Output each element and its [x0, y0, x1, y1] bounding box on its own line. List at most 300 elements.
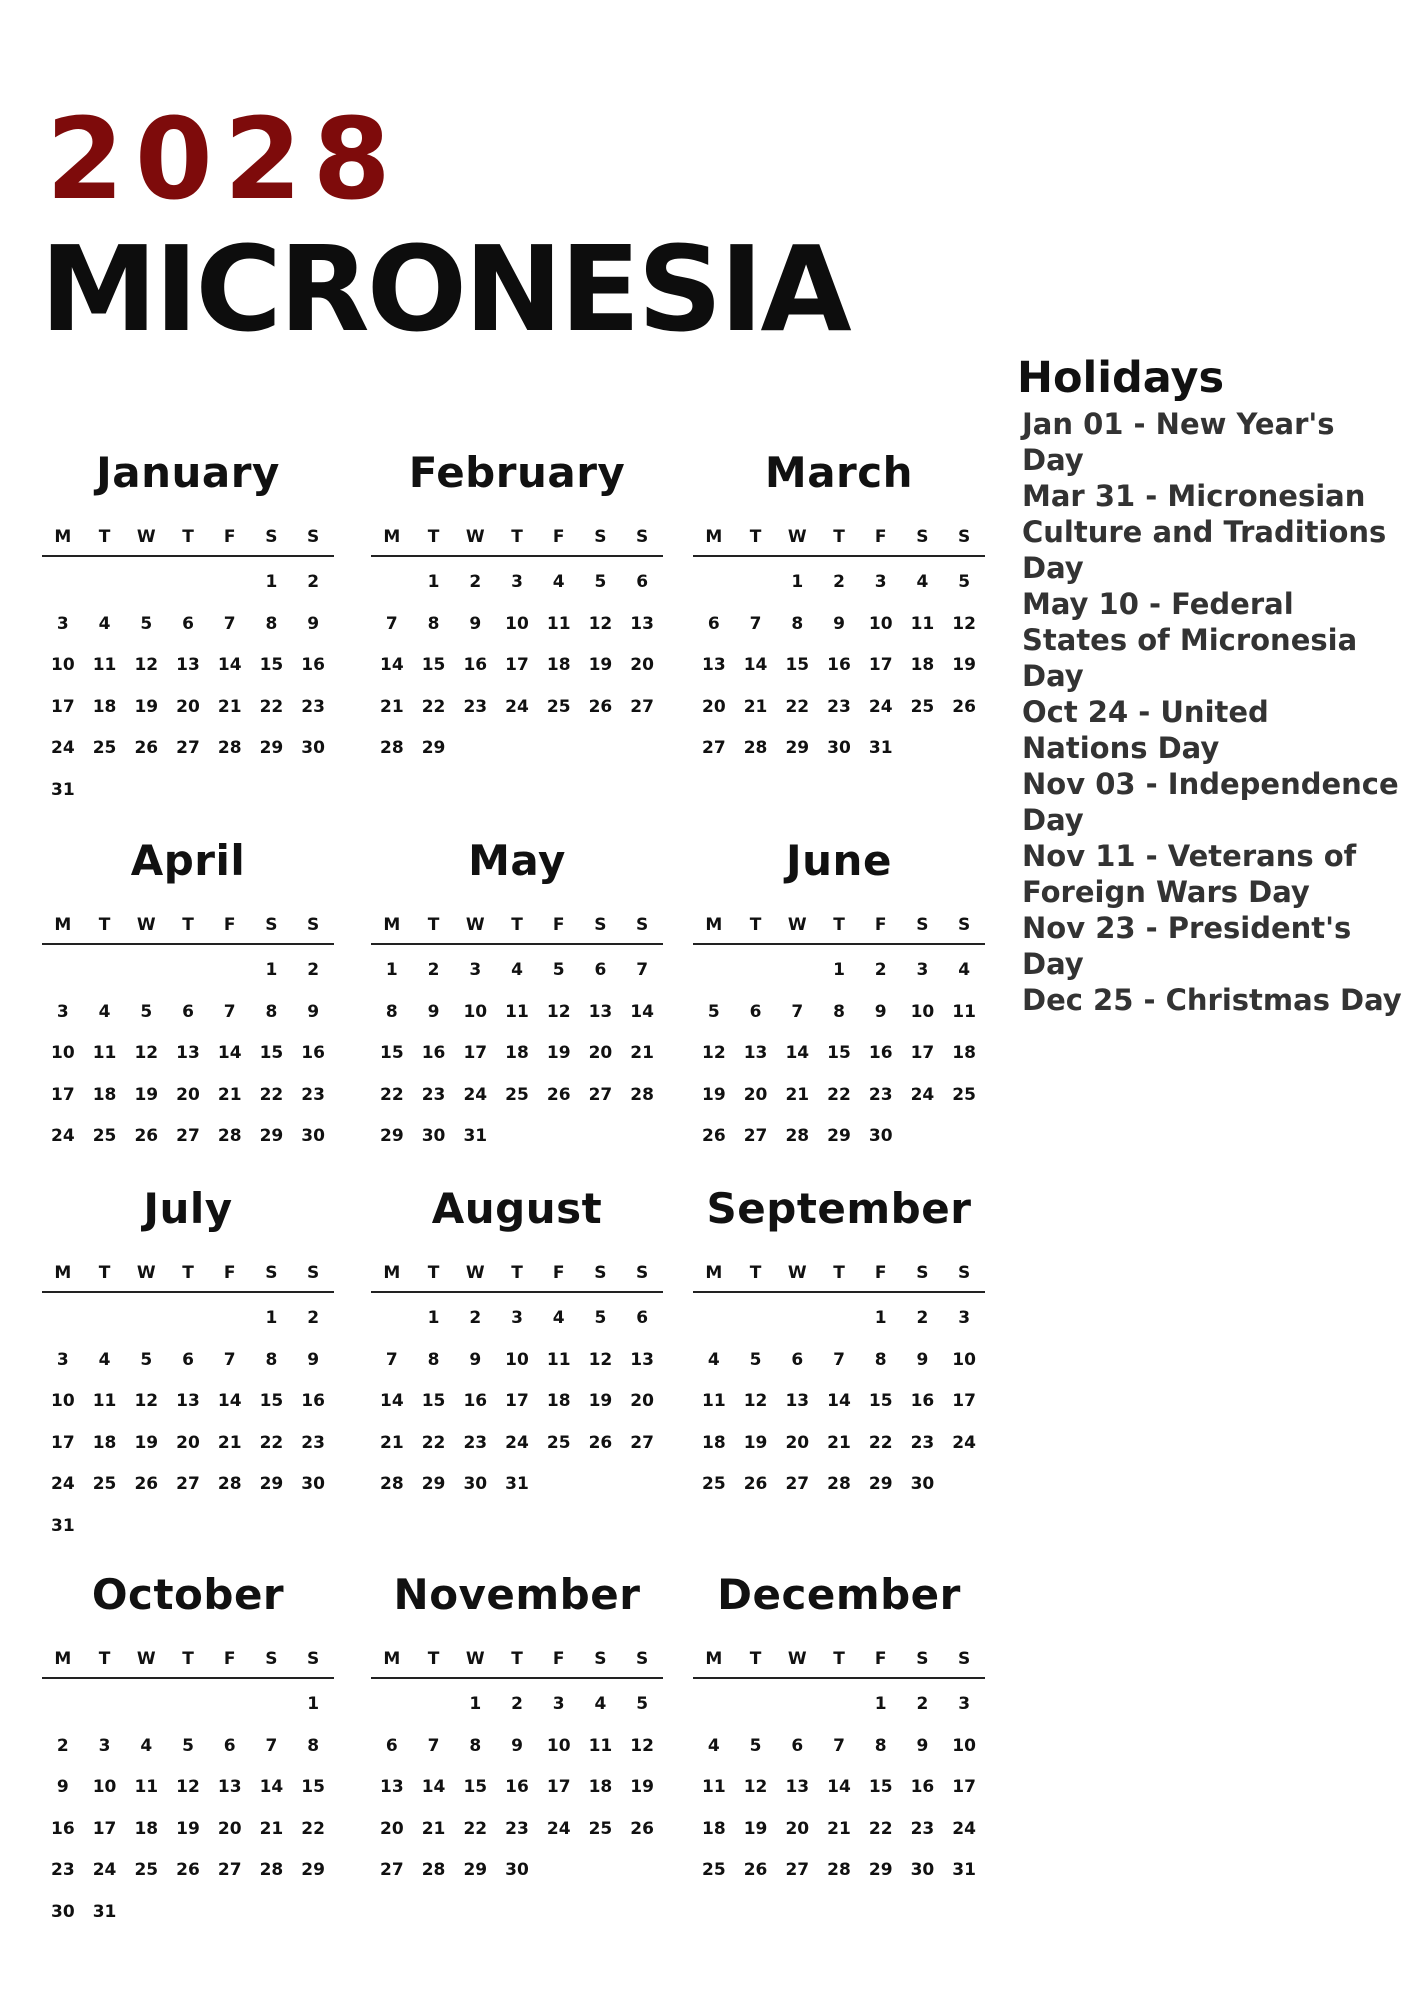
- day-cell: 4: [511, 960, 523, 980]
- day-cell: 19: [134, 1084, 159, 1105]
- day-cell: 31: [92, 1901, 117, 1922]
- day-cell: 19: [743, 1818, 768, 1839]
- day-cell: 31: [952, 1860, 976, 1880]
- weekday-label: T: [98, 1263, 111, 1283]
- weekday-label: S: [958, 915, 971, 935]
- day-cell: 18: [546, 1391, 571, 1411]
- day-cell: 11: [505, 1001, 529, 1022]
- day-cell: 30: [505, 1860, 529, 1880]
- weekday-label: T: [427, 527, 440, 547]
- weekday-label: F: [874, 527, 887, 547]
- day-cell: 8: [791, 613, 804, 634]
- day-cell: 6: [636, 572, 649, 592]
- day-cell: 2: [469, 1308, 482, 1328]
- day-cell: 14: [380, 655, 404, 675]
- day-cell: 10: [868, 613, 893, 634]
- day-cell: 1: [265, 960, 278, 980]
- day-cell: 25: [546, 696, 571, 717]
- day-cell: 12: [743, 1777, 768, 1797]
- day-cell: 7: [427, 1735, 440, 1756]
- month-february: [371, 448, 663, 773]
- day-cell: 22: [259, 696, 284, 717]
- day-cell: 2: [833, 572, 845, 592]
- day-cell: 16: [868, 1043, 893, 1063]
- day-cell: 31: [463, 1126, 488, 1146]
- weekday-label: F: [223, 1263, 236, 1283]
- weekday-label: M: [705, 1263, 723, 1283]
- day-cell: 6: [182, 613, 194, 634]
- weekday-header: [693, 1650, 985, 1679]
- day-cell: 9: [56, 1777, 69, 1797]
- weekday-label: T: [511, 915, 523, 935]
- holiday-list: [1017, 406, 1402, 1018]
- day-cell: 23: [463, 1432, 488, 1453]
- day-cell: 5: [594, 1308, 607, 1328]
- month-june: [693, 836, 985, 1161]
- weekday-label: S: [594, 915, 607, 935]
- day-cell: 1: [265, 1308, 278, 1328]
- weekday-label: F: [552, 1263, 565, 1283]
- day-cell: 3: [98, 1735, 111, 1756]
- day-cell: 10: [505, 613, 529, 634]
- day-cell: 26: [176, 1860, 200, 1880]
- day-grid: [693, 1293, 985, 1509]
- day-cell: 23: [301, 696, 325, 717]
- day-cell: 28: [785, 1126, 810, 1146]
- day-cell: 3: [552, 1694, 565, 1714]
- day-cell: 29: [301, 1860, 325, 1880]
- day-cell: 6: [385, 1735, 398, 1756]
- weekday-label: W: [465, 1649, 485, 1669]
- day-cell: 14: [827, 1391, 851, 1411]
- weekday-header: [693, 1264, 985, 1293]
- weekday-header: [42, 916, 334, 945]
- day-cell: 7: [791, 1001, 804, 1022]
- day-cell: 8: [427, 1349, 440, 1370]
- weekday-label: S: [307, 915, 320, 935]
- day-cell: 4: [707, 1735, 720, 1756]
- day-cell: 18: [702, 1432, 726, 1453]
- weekday-label: S: [636, 915, 649, 935]
- day-cell: 30: [301, 1474, 325, 1494]
- day-cell: 12: [630, 1735, 654, 1756]
- day-cell: 17: [51, 1084, 75, 1105]
- day-cell: 21: [380, 696, 404, 717]
- weekday-label: W: [787, 1649, 807, 1669]
- weekday-label: S: [265, 1649, 278, 1669]
- month-name: April: [130, 836, 246, 885]
- weekday-label: T: [749, 1263, 762, 1283]
- day-cell: 10: [463, 1001, 488, 1022]
- weekday-label: S: [636, 1649, 649, 1669]
- day-cell: 26: [743, 1860, 768, 1880]
- day-cell: 22: [785, 696, 810, 717]
- weekday-label: T: [749, 915, 762, 935]
- day-cell: 25: [92, 1126, 117, 1146]
- day-cell: 4: [140, 1735, 153, 1756]
- day-cell: 2: [916, 1308, 929, 1328]
- day-cell: 30: [301, 1126, 325, 1146]
- day-cell: 23: [910, 1432, 935, 1453]
- weekday-label: T: [749, 1649, 762, 1669]
- weekday-label: M: [54, 527, 72, 547]
- weekday-header: [371, 1264, 663, 1293]
- day-cell: 4: [552, 1308, 565, 1328]
- day-grid: [371, 557, 663, 773]
- day-cell: 11: [92, 1043, 117, 1063]
- day-cell: 1: [833, 960, 845, 980]
- weekday-label: T: [427, 1263, 440, 1283]
- day-cell: 17: [952, 1391, 976, 1411]
- day-cell: 5: [552, 960, 565, 980]
- weekday-label: W: [136, 1649, 156, 1669]
- day-cell: 8: [874, 1349, 887, 1370]
- weekday-label: W: [787, 1263, 807, 1283]
- day-cell: 2: [469, 572, 482, 592]
- day-cell: 7: [833, 1349, 845, 1370]
- day-cell: 29: [259, 1126, 284, 1146]
- day-cell: 27: [702, 738, 726, 758]
- day-cell: 18: [702, 1818, 726, 1839]
- weekday-header: [371, 916, 663, 945]
- day-cell: 28: [827, 1474, 851, 1494]
- day-cell: 14: [827, 1777, 851, 1797]
- weekday-label: F: [223, 1649, 236, 1669]
- day-cell: 21: [259, 1818, 284, 1839]
- day-cell: 15: [463, 1777, 488, 1797]
- day-cell: 3: [56, 613, 69, 634]
- day-cell: 7: [223, 1001, 236, 1022]
- day-cell: 3: [511, 572, 523, 592]
- day-cell: 20: [176, 1432, 200, 1453]
- day-cell: 9: [427, 1001, 440, 1022]
- day-cell: 25: [92, 1474, 117, 1494]
- day-cell: 25: [92, 738, 117, 758]
- day-cell: 9: [469, 613, 482, 634]
- day-cell: 20: [380, 1818, 404, 1839]
- day-cell: 10: [51, 1043, 75, 1063]
- day-cell: 27: [380, 1860, 404, 1880]
- day-cell: 6: [636, 1308, 649, 1328]
- day-cell: 13: [176, 1391, 200, 1411]
- day-cell: 13: [176, 1043, 200, 1063]
- day-cell: 28: [380, 738, 404, 758]
- day-cell: 12: [134, 655, 159, 675]
- day-cell: 10: [910, 1001, 935, 1022]
- day-cell: 29: [785, 738, 810, 758]
- day-cell: 7: [265, 1735, 278, 1756]
- day-cell: 2: [307, 572, 320, 592]
- weekday-label: W: [136, 915, 156, 935]
- day-cell: 20: [785, 1432, 810, 1453]
- weekday-label: S: [307, 1649, 320, 1669]
- day-grid: [371, 1293, 663, 1509]
- weekday-header: [693, 528, 985, 557]
- day-cell: 6: [182, 1349, 194, 1370]
- day-cell: 29: [421, 738, 446, 758]
- day-cell: 24: [505, 1432, 529, 1453]
- day-cell: 13: [380, 1777, 404, 1797]
- day-cell: 25: [910, 696, 935, 717]
- weekday-label: S: [916, 915, 929, 935]
- day-cell: 3: [958, 1694, 971, 1714]
- day-cell: 15: [301, 1777, 325, 1797]
- calendar-year: 2028: [46, 95, 402, 225]
- day-cell: 8: [265, 1349, 278, 1370]
- day-cell: 24: [868, 696, 893, 717]
- holiday-item: Mar 31 - Micronesian Culture and Traditions Day: [1022, 479, 1387, 586]
- weekday-label: M: [54, 1263, 72, 1283]
- day-cell: 13: [630, 613, 654, 634]
- weekday-label: T: [511, 527, 523, 547]
- day-grid: [693, 1679, 985, 1895]
- day-cell: 14: [380, 1391, 404, 1411]
- day-cell: 8: [307, 1735, 320, 1756]
- weekday-header: [42, 528, 334, 557]
- day-cell: 26: [588, 696, 613, 717]
- day-cell: 4: [98, 1001, 111, 1022]
- day-cell: 24: [92, 1860, 117, 1880]
- day-cell: 29: [868, 1474, 893, 1494]
- day-cell: 9: [916, 1349, 929, 1370]
- day-grid: [371, 945, 663, 1161]
- day-cell: 24: [51, 1126, 75, 1146]
- day-cell: 27: [630, 1432, 654, 1453]
- day-cell: 27: [217, 1860, 242, 1880]
- weekday-label: T: [182, 527, 194, 547]
- day-cell: 15: [868, 1777, 893, 1797]
- holiday-item: Nov 23 - President's Day: [1022, 911, 1352, 982]
- day-cell: 13: [702, 655, 726, 675]
- day-cell: 17: [952, 1777, 976, 1797]
- day-cell: 26: [134, 1126, 159, 1146]
- day-grid: [42, 1293, 334, 1550]
- day-cell: 12: [134, 1391, 159, 1411]
- weekday-label: T: [98, 527, 111, 547]
- month-march: [693, 448, 985, 773]
- day-cell: 27: [588, 1084, 613, 1105]
- day-cell: 2: [874, 960, 887, 980]
- month-name: December: [717, 1570, 961, 1619]
- day-cell: 22: [463, 1818, 488, 1839]
- weekday-label: S: [958, 1263, 971, 1283]
- day-cell: 31: [51, 1515, 75, 1536]
- day-cell: 16: [421, 1043, 446, 1063]
- day-cell: 26: [588, 1432, 613, 1453]
- day-cell: 12: [588, 613, 613, 634]
- day-cell: 13: [785, 1391, 810, 1411]
- day-cell: 14: [421, 1777, 446, 1797]
- day-cell: 29: [868, 1860, 893, 1880]
- day-cell: 3: [511, 1308, 523, 1328]
- day-cell: 11: [134, 1777, 159, 1797]
- day-cell: 8: [469, 1735, 482, 1756]
- country-title: MICRONESIA: [40, 220, 849, 358]
- weekday-label: M: [705, 527, 723, 547]
- day-cell: 4: [552, 572, 565, 592]
- day-cell: 6: [791, 1735, 804, 1756]
- day-cell: 2: [56, 1735, 69, 1756]
- day-cell: 30: [421, 1126, 446, 1146]
- day-cell: 29: [259, 738, 284, 758]
- day-cell: 12: [546, 1001, 571, 1022]
- weekday-label: T: [182, 1649, 194, 1669]
- holiday-item: Oct 24 - United Nations Day: [1022, 695, 1269, 766]
- weekday-label: W: [465, 915, 485, 935]
- day-cell: 7: [223, 613, 236, 634]
- day-cell: 25: [505, 1084, 529, 1105]
- day-cell: 3: [916, 960, 929, 980]
- day-cell: 17: [505, 655, 529, 675]
- day-cell: 21: [785, 1084, 810, 1105]
- day-cell: 5: [182, 1735, 194, 1756]
- day-cell: 28: [743, 738, 768, 758]
- day-cell: 3: [469, 960, 482, 980]
- weekday-label: T: [833, 527, 845, 547]
- weekday-label: M: [383, 1649, 401, 1669]
- day-cell: 19: [546, 1043, 571, 1063]
- day-cell: 12: [702, 1043, 726, 1063]
- day-cell: 23: [301, 1432, 325, 1453]
- day-cell: 19: [588, 655, 613, 675]
- weekday-label: T: [511, 1649, 523, 1669]
- weekday-label: W: [136, 527, 156, 547]
- day-cell: 2: [511, 1694, 523, 1714]
- day-cell: 12: [588, 1349, 613, 1370]
- day-cell: 21: [827, 1818, 851, 1839]
- day-cell: 24: [51, 1474, 75, 1494]
- day-cell: 12: [134, 1043, 159, 1063]
- day-cell: 5: [140, 1001, 153, 1022]
- weekday-label: T: [833, 1263, 845, 1283]
- day-cell: 24: [505, 696, 529, 717]
- day-cell: 1: [874, 1308, 887, 1328]
- weekday-label: F: [223, 527, 236, 547]
- day-cell: 29: [827, 1126, 851, 1146]
- weekday-label: F: [874, 1263, 887, 1283]
- day-cell: 22: [301, 1818, 325, 1839]
- month-april: [42, 836, 334, 1161]
- day-cell: 26: [630, 1818, 654, 1839]
- day-cell: 22: [259, 1084, 284, 1105]
- weekday-label: M: [383, 915, 401, 935]
- day-cell: 25: [134, 1860, 159, 1880]
- day-cell: 16: [910, 1391, 935, 1411]
- day-cell: 17: [546, 1777, 571, 1797]
- weekday-header: [693, 916, 985, 945]
- day-grid: [42, 945, 334, 1161]
- day-cell: 16: [827, 655, 851, 675]
- day-cell: 8: [265, 1001, 278, 1022]
- day-cell: 16: [301, 1043, 325, 1063]
- weekday-label: T: [182, 915, 194, 935]
- day-cell: 25: [702, 1474, 726, 1494]
- day-grid: [42, 557, 334, 814]
- day-cell: 10: [51, 655, 75, 675]
- day-cell: 8: [427, 613, 440, 634]
- day-cell: 31: [51, 779, 75, 800]
- weekday-label: T: [511, 1263, 523, 1283]
- day-cell: 9: [307, 1349, 320, 1370]
- day-cell: 15: [421, 655, 446, 675]
- weekday-label: W: [787, 915, 807, 935]
- day-cell: 18: [952, 1043, 976, 1063]
- day-cell: 14: [743, 655, 768, 675]
- day-cell: 17: [910, 1043, 935, 1063]
- day-cell: 24: [952, 1818, 976, 1839]
- day-cell: 27: [785, 1474, 810, 1494]
- day-cell: 30: [463, 1474, 488, 1494]
- day-cell: 5: [749, 1735, 762, 1756]
- day-cell: 5: [707, 1001, 720, 1022]
- day-cell: 26: [743, 1474, 768, 1494]
- day-cell: 1: [874, 1694, 887, 1714]
- day-cell: 13: [588, 1001, 613, 1022]
- month-october: [42, 1570, 334, 1936]
- day-cell: 22: [868, 1432, 893, 1453]
- day-cell: 26: [134, 1474, 159, 1494]
- day-cell: 13: [217, 1777, 242, 1797]
- weekday-label: W: [465, 1263, 485, 1283]
- weekday-label: S: [265, 527, 278, 547]
- day-cell: 16: [463, 655, 488, 675]
- day-grid: [693, 945, 985, 1161]
- day-cell: 21: [217, 1432, 242, 1453]
- day-cell: 11: [92, 655, 117, 675]
- day-cell: 12: [743, 1391, 768, 1411]
- day-cell: 14: [630, 1001, 654, 1022]
- day-cell: 1: [469, 1694, 482, 1714]
- day-cell: 27: [630, 696, 654, 717]
- day-cell: 7: [385, 1349, 398, 1370]
- day-cell: 15: [868, 1391, 893, 1411]
- day-cell: 8: [265, 613, 278, 634]
- weekday-label: M: [54, 1649, 72, 1669]
- day-cell: 4: [707, 1349, 720, 1370]
- weekday-label: M: [705, 915, 723, 935]
- day-cell: 21: [421, 1818, 446, 1839]
- day-cell: 19: [952, 655, 976, 675]
- month-name: March: [764, 448, 914, 497]
- weekday-header: [371, 1650, 663, 1679]
- day-cell: 15: [380, 1043, 404, 1063]
- holiday-item: Jan 01 - New Year's Day: [1022, 407, 1335, 478]
- weekday-header: [371, 528, 663, 557]
- weekday-label: S: [916, 1649, 929, 1669]
- day-cell: 3: [958, 1308, 971, 1328]
- day-cell: 31: [868, 738, 893, 758]
- day-cell: 5: [594, 572, 607, 592]
- month-september: [693, 1184, 985, 1509]
- day-cell: 6: [791, 1349, 804, 1370]
- month-may: [371, 836, 663, 1161]
- day-cell: 29: [380, 1126, 404, 1146]
- day-cell: 5: [958, 572, 971, 592]
- day-cell: 22: [868, 1818, 893, 1839]
- day-grid: [371, 1679, 663, 1895]
- day-cell: 4: [98, 1349, 111, 1370]
- weekday-label: F: [552, 915, 565, 935]
- day-cell: 14: [217, 1043, 242, 1063]
- day-cell: 17: [51, 696, 75, 717]
- day-cell: 20: [217, 1818, 242, 1839]
- weekday-label: S: [636, 1263, 649, 1283]
- day-cell: 28: [630, 1084, 654, 1105]
- weekday-label: T: [427, 1649, 440, 1669]
- weekday-label: T: [833, 1649, 845, 1669]
- month-november: [371, 1570, 663, 1895]
- day-cell: 22: [259, 1432, 284, 1453]
